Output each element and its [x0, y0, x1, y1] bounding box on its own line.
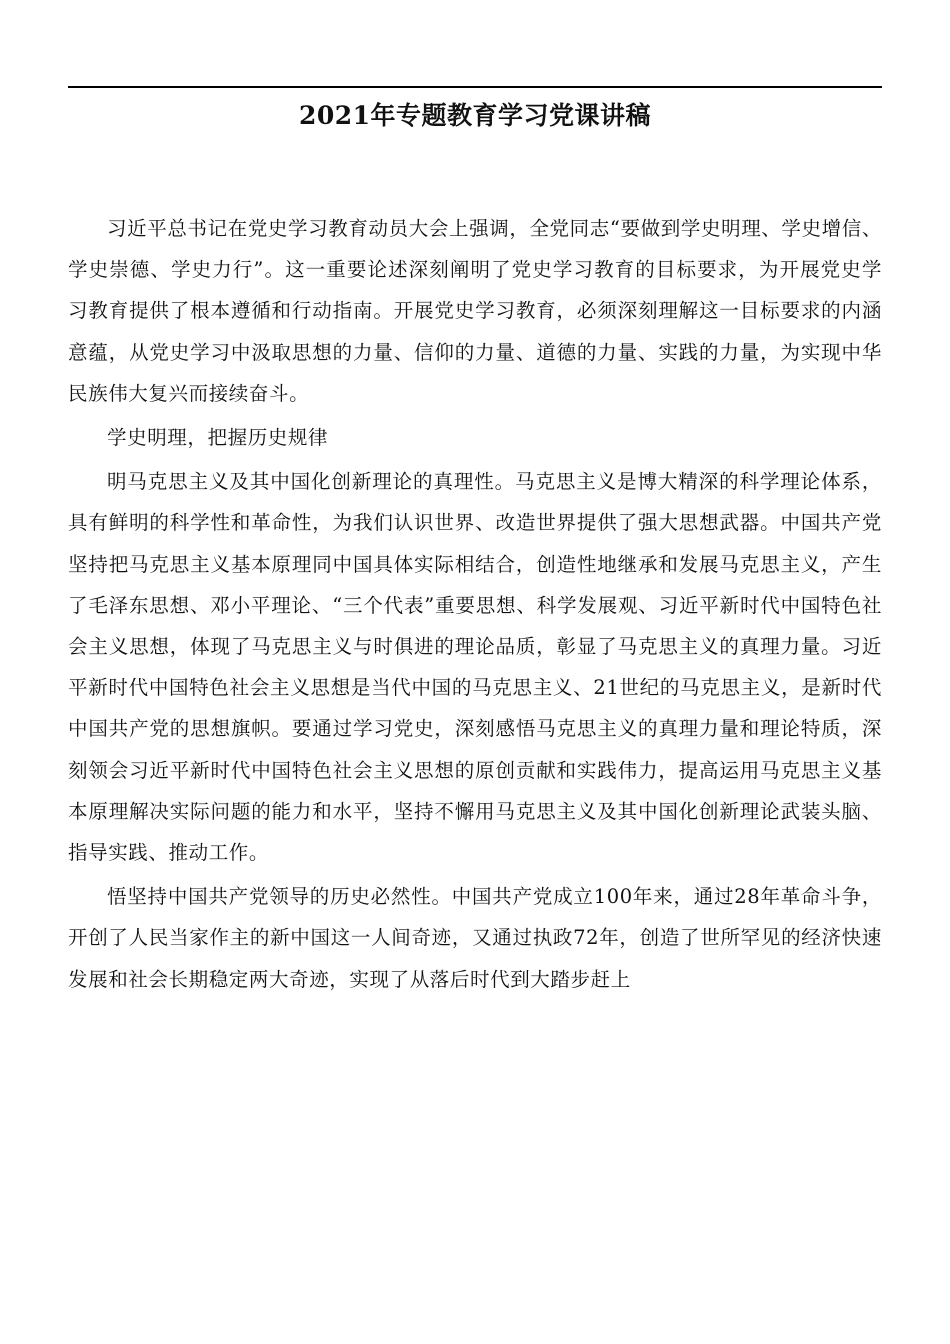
- paragraph-party-leadership: 悟坚持中国共产党领导的历史必然性。中国共产党成立100年来，通过28年革命斗争，开创了人民当家作主的新中国这一人间奇迹，又通过执政72年，创造了世所罕见的经济快速发展和社会长期稳定两大奇迹，实现了从落后时代到大踏步赶上: [68, 885, 882, 991]
- paragraph-marxism: 明马克思主义及其中国化创新理论的真理性。马克思主义是博大精深的科学理论体系，具有鲜明的科学性和革命性，为我们认识世界、改造世界提供了强大思想武器。中国共产党坚持把马克思主义基本原理同中国具体实际相结合，创造性地继承和发展马克思主义，产生了毛泽东思想、邓小平理论、“三个代表”重要思想、科学发展观、习近平新时代中国特色社会主义思想，体现了马克思主义与时俱进的理论品质，彰显了马克思主义的真理力量。习近平新时代中国特色社会主义思想是当代中国的马克思主义、21世纪的马克思主义，是新时代中国共产党的思想旗帜。要通过学习党史，深刻感悟马克思主义的真理力量和理论特质，深刻领会习近平新时代中国特色社会主义思想的原创贡献和实践伟力，提高运用马克思主义基本原理解决实际问题的能力和水平，坚持不懈用马克思主义及其中国化创新理论武装头脑、指导实践、推动工作。: [68, 470, 882, 865]
- document-title: 2021年专题教育学习党课讲稿: [298, 101, 652, 130]
- document-body: [68, 208, 882, 1000]
- paragraph-intro: 习近平总书记在党史学习教育动员大会上强调，全党同志“要做到学史明理、学史增信、学史崇德、学史力行”。这一重要论述深刻阐明了党史学习教育的目标要求，为开展党史学习教育提供了根本遵循和行动指南。开展党史学习教育，必须深刻理解这一目标要求的内涵意蕴，从党史学习中汲取思想的力量、信仰的力量、道德的力量、实践的力量，为实现中华民族伟大复兴而接续奋斗。: [68, 217, 882, 405]
- section-heading: 学史明理，把握历史规律: [107, 426, 329, 450]
- header-rule: [68, 86, 882, 88]
